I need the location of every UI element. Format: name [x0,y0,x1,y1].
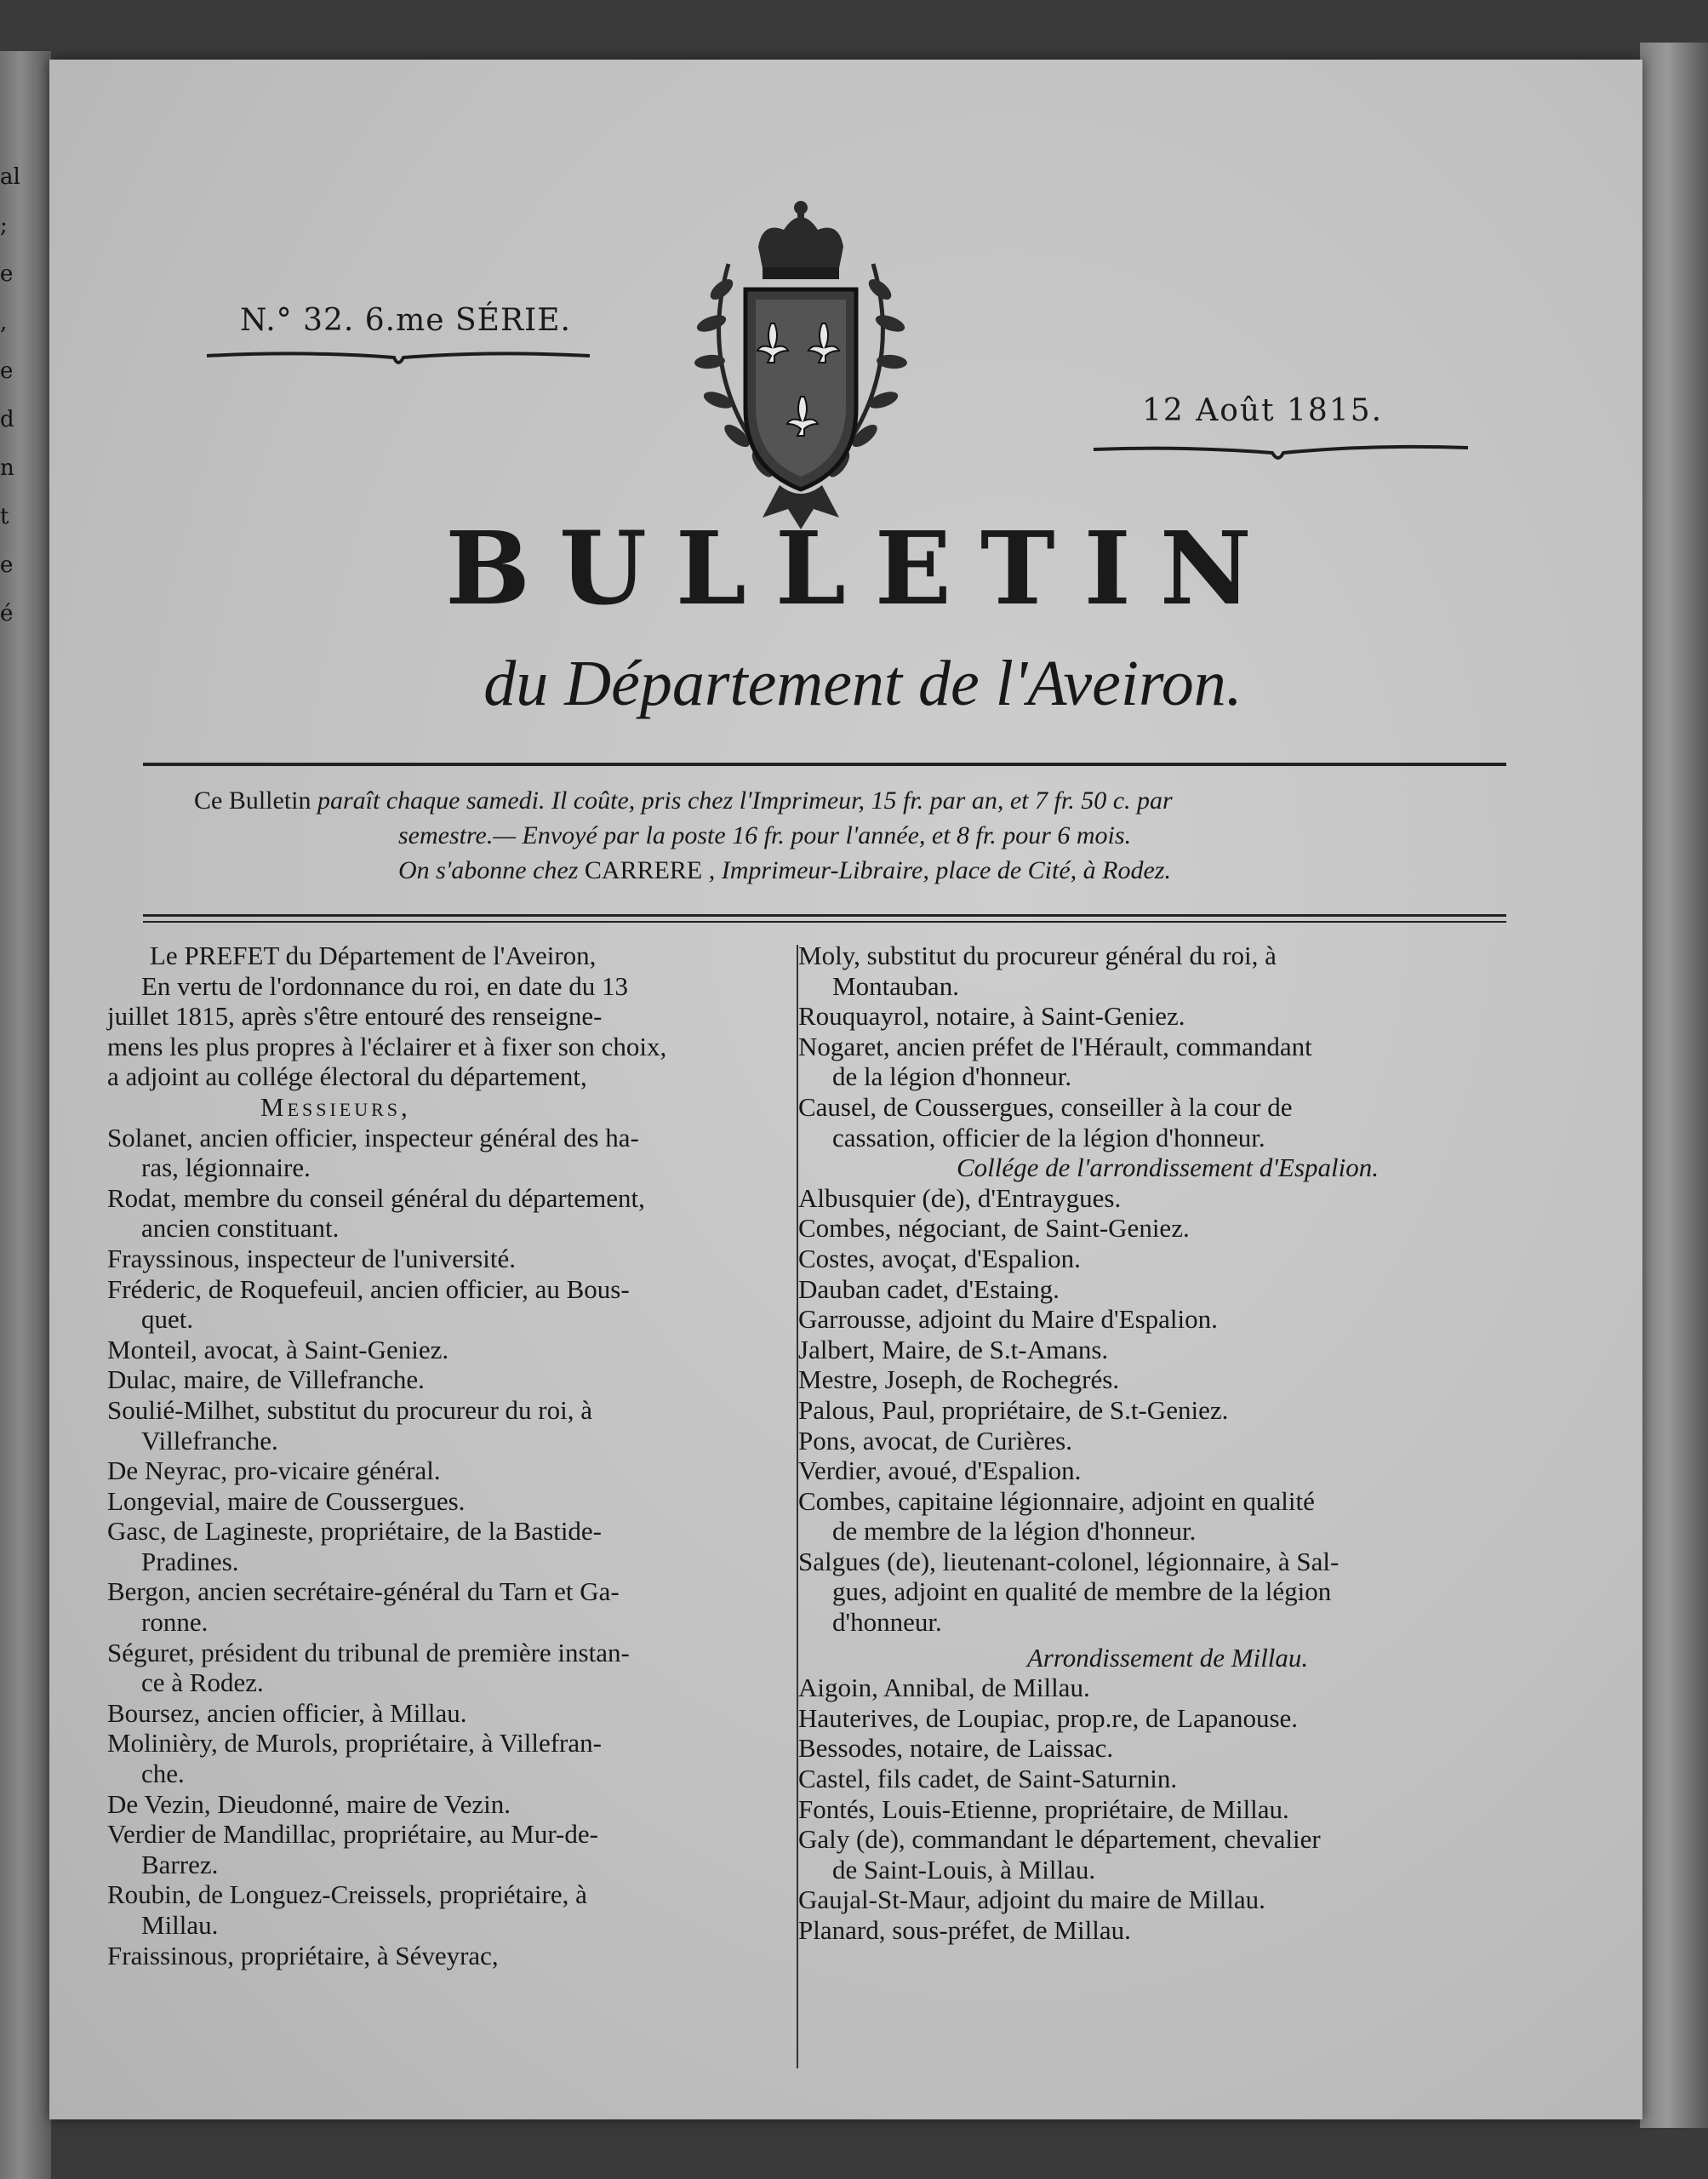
preamble-line: mens les plus propres à l'éclairer et à fixer son choix, [107,1031,667,1061]
list-item-line: Solanet, ancien officier, inspecteur général des ha- [107,1122,639,1152]
list-item [107,1364,841,1395]
list-item [798,1335,1537,1365]
list-item [798,1703,1537,1734]
list-item [798,1456,1537,1486]
list-item [798,1426,1537,1456]
list-item [107,1698,841,1729]
list-item [107,1183,841,1244]
margin-fragment: e [0,358,14,384]
info-line-1: paraît chaque samedi. Il coûte, pris chez l'Imprimeur, 15 fr. par an, et 7 fr. 50 c. par [317,786,1173,815]
info-prefix: Ce Bulletin [194,786,311,815]
list-item-line: Villefranche. [141,1425,278,1456]
list-item-line: De Neyrac, pro-vicaire général. [107,1456,441,1486]
list-item [798,1884,1537,1915]
preamble-line: a adjoint au collége électoral du département, [107,1061,587,1092]
bulletin-page [49,60,1642,2119]
list-item [107,1123,841,1183]
list-item-line: Bessodes, notaire, de Laissac. [798,1733,1114,1764]
list-item-line: Nogaret, ancien préfet de l'Hérault, commandant [798,1031,1312,1061]
issue-number: N.° 32. 6.me SÉRIE. [240,303,572,338]
right-column [798,941,1537,1946]
margin-fragment: d [0,407,14,432]
rule-top [143,763,1506,766]
list-item-line: cassation, officier de la légion d'honneur. [832,1122,1265,1152]
list-item-line: Combes, négociant, de Saint-Geniez. [798,1213,1190,1244]
rule-double-1 [143,914,1506,917]
list-item [107,1486,841,1517]
list-item-line: Frayssinous, inspecteur de l'université. [107,1243,516,1273]
margin-fragment: n [0,455,14,481]
royal-coat-of-arms-icon [677,196,924,553]
subscription-info [143,783,1513,888]
rule-double-2 [143,921,1506,923]
list-item-line: Bergon, ancien secrétaire-général du Tarn et Ga- [107,1576,620,1607]
info-line-3a: On s'abonne chez [398,856,579,884]
list-item-line: Gaujal-St-Maur, adjoint du maire de Millau. [798,1884,1265,1915]
list-item [798,1824,1537,1884]
margin-fragment: al [0,164,20,190]
list-item-line: Gasc, de Lagineste, propriétaire, de la Bastide- [107,1516,603,1547]
list-item [798,1764,1537,1794]
list-item-line: Verdier, avoué, d'Espalion. [798,1456,1082,1486]
list-item-line: Causel, de Coussergues, conseiller à la cour de [798,1091,1293,1122]
list-item-line: Molinièry, de Murols, propriétaire, à Villefran- [107,1728,602,1759]
flourish-left [203,339,594,373]
list-item-line: ronne. [141,1607,209,1638]
list-item-line: Aigoin, Annibal, de Millau. [798,1673,1090,1703]
list-item-line: Soulié-Milhet, substitut du procureur du roi, à [107,1394,592,1425]
flourish-right [1089,434,1472,468]
book-edge [1640,43,1708,2128]
list-item-line: Dauban cadet, d'Estaing. [798,1273,1060,1304]
list-item-line: Rodat, membre du conseil général du département, [107,1182,645,1213]
list-item [107,1819,841,1879]
list-item-line: Longevial, maire de Coussergues. [107,1485,466,1516]
list-item-line: Roubin, de Longuez-Creissels, propriétaire, à [107,1879,587,1910]
list-item [107,1335,841,1365]
prefet-intro: Le PREFET du Département de l'Aveiron, [150,941,597,970]
list-item-line: Planard, sous-préfet, de Millau. [798,1915,1131,1945]
list-item [798,1395,1537,1426]
list-item-line: Millau. [141,1910,219,1940]
list-item-line: Castel, fils cadet, de Saint-Saturnin. [798,1764,1178,1794]
list-item-line: Jalbert, Maire, de S.t-Amans. [798,1334,1109,1364]
facing-page-text-fragments [0,153,26,638]
list-item [798,1364,1537,1395]
list-item-line: de la légion d'honneur. [832,1061,1072,1092]
list-item-line: Albusquier (de), d'Entraygues. [798,1182,1122,1213]
list-item [107,1516,841,1576]
list-item-line: d'honneur. [832,1607,942,1638]
list-item [798,1486,1537,1547]
list-item [107,1638,841,1698]
margin-fragment: t [0,504,9,529]
heading-millau: Arrondissement de Millau. [1026,1642,1309,1673]
right-entry-list-espalion [798,1183,1537,1638]
list-item [798,1032,1537,1092]
list-item-line: Mestre, Joseph, de Rochegrés. [798,1364,1120,1395]
messieurs-heading: Messieurs, [260,1091,411,1122]
list-item-line: Palous, Paul, propriétaire, de S.t-Geniez. [798,1394,1229,1425]
list-item-line: Rouquayrol, notaire, à Saint-Geniez. [798,1001,1185,1032]
list-item-line: Séguret, président du tribunal de première instan- [107,1637,630,1667]
list-item [107,1395,841,1456]
list-item-line: Monteil, avocat, à Saint-Geniez. [107,1334,449,1364]
list-item-line: de membre de la légion d'honneur. [832,1516,1197,1547]
right-entry-list-millau [798,1673,1537,1945]
list-item [798,1915,1537,1946]
info-line-3c: , Imprimeur-Libraire, place de Cité, à Rodez. [708,856,1171,884]
info-line-3b: CARRERE [584,856,703,884]
list-item-line: Garrousse, adjoint du Maire d'Espalion. [798,1304,1218,1335]
list-item [107,1879,841,1940]
list-item [798,1001,1537,1032]
list-item-line: de Saint-Louis, à Millau. [832,1854,1096,1884]
info-line-2: semestre.— Envoyé par la poste 16 fr. pour l'année, et 8 fr. pour 6 mois. [398,821,1132,849]
list-item [107,1789,841,1820]
list-item-line: Fraissinous, propriétaire, à Séveyrac, [107,1940,499,1970]
list-item-line: Combes, capitaine légionnaire, adjoint en qualité [798,1485,1315,1516]
list-item-line: Boursez, ancien officier, à Millau. [107,1697,467,1728]
list-item [798,1304,1537,1335]
list-item [798,1794,1537,1825]
list-item-line: ce à Rodez. [141,1667,264,1698]
masthead-title: BULLETIN [445,509,1281,627]
list-item-line: Fontés, Louis-Etienne, propriétaire, de Millau. [798,1793,1289,1824]
list-item-line: Hauterives, de Loupiac, prop.re, de Lapanouse. [798,1702,1299,1733]
list-item [107,1728,841,1788]
list-item-line: che. [141,1759,185,1789]
list-item-line: Montauban. [832,970,959,1001]
list-item [107,1274,841,1335]
list-item [107,1244,841,1274]
heading-espalion: Collége de l'arrondissement d'Espalion. [956,1152,1379,1183]
list-item-line: Fréderic, de Roquefeuil, ancien officier, au Bous- [107,1273,630,1304]
masthead-subtitle: du Département de l'Aveiron. [483,648,1242,719]
margin-fragment: , [0,310,8,335]
list-item-line: ras, légionnaire. [141,1152,311,1183]
list-item-line: Pons, avocat, de Curières. [798,1425,1072,1456]
margin-fragment: é [0,601,14,626]
list-item [798,1547,1537,1638]
left-entry-list [107,1123,841,1971]
list-item-line: quet. [141,1304,194,1335]
margin-fragment: e [0,552,14,578]
list-item-line: Moly, substitut du procureur général du roi, à [798,941,1277,970]
list-item [798,1183,1537,1214]
list-item [798,1673,1537,1703]
list-item-line: gues, adjoint en qualité de membre de la légion [832,1576,1332,1607]
list-item [107,1456,841,1486]
list-item [798,1213,1537,1244]
list-item [798,941,1537,1001]
list-item-line: Salgues (de), lieutenant-colonel, légionnaire, à Sal- [798,1546,1340,1576]
preamble [107,971,841,1092]
list-item-line: Galy (de), commandant le département, chevalier [798,1824,1321,1855]
list-item [798,1092,1537,1152]
list-item-line: Pradines. [141,1546,239,1576]
list-item-line: Dulac, maire, de Villefranche. [107,1364,425,1395]
list-item [107,1576,841,1637]
preamble-line: En vertu de l'ordonnance du roi, en date du 13 [141,970,629,1001]
list-item-line: Costes, avoçat, d'Espalion. [798,1243,1081,1273]
right-entry-list-top [798,941,1537,1152]
list-item [798,1733,1537,1764]
preamble-line: juillet 1815, après s'être entouré des renseigne- [107,1001,603,1032]
issue-date: 12 Août 1815. [1142,393,1384,428]
margin-fragment: ; [0,213,8,238]
list-item-line: Verdier de Mandillac, propriétaire, au Mur-de- [107,1819,598,1850]
list-item [107,1941,841,1971]
margin-fragment: e [0,261,14,287]
list-item [798,1274,1537,1305]
list-item-line: De Vezin, Dieudonné, maire de Vezin. [107,1788,511,1819]
list-item-line: Barrez. [141,1849,219,1879]
list-item-line: ancien constituant. [141,1213,340,1244]
left-column [107,941,841,1970]
list-item [798,1244,1537,1274]
